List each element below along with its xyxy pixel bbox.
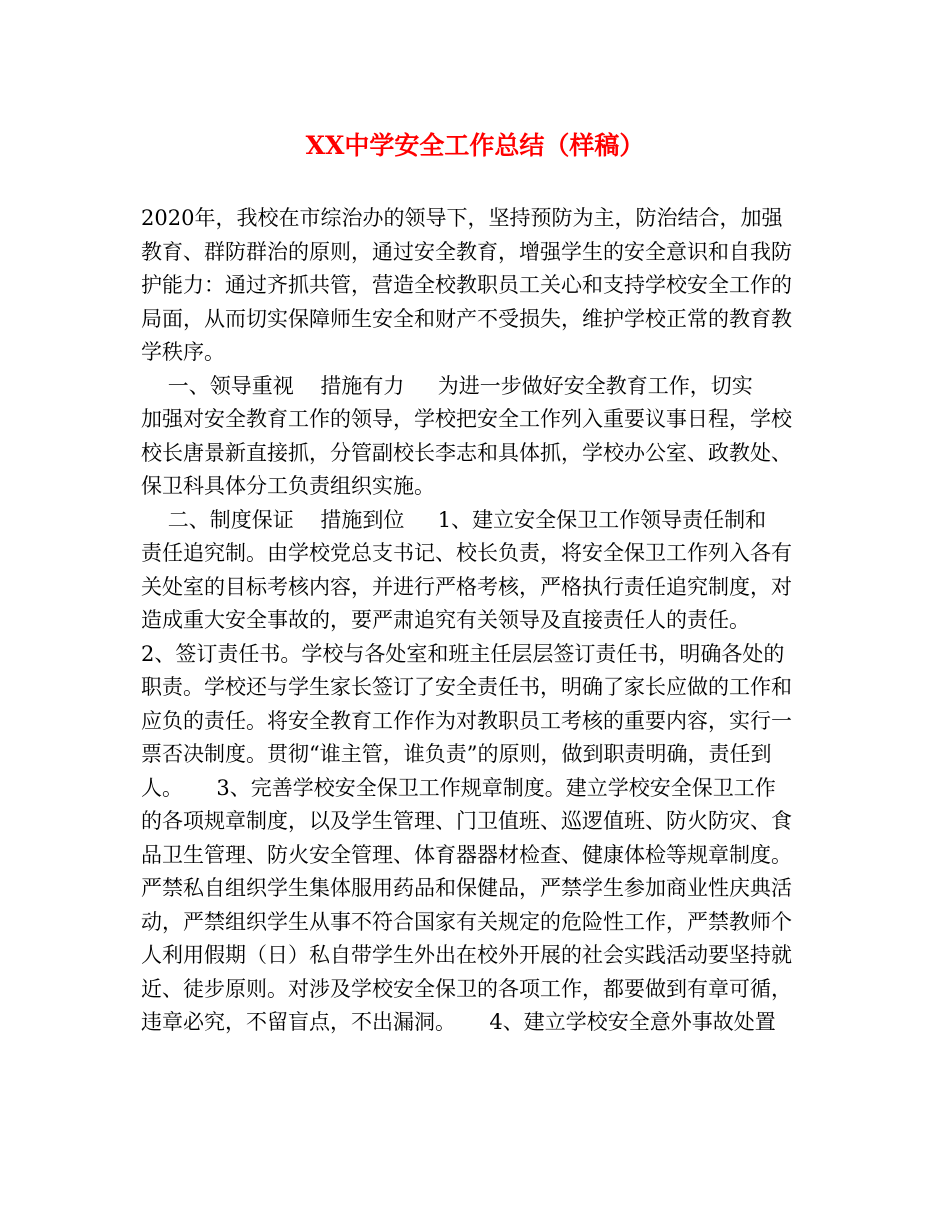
- body-line: 校长唐景新直接抓，分管副校长李志和具体抓，学校办公室、政教处、: [141, 440, 792, 465]
- body-line: 票否决制度。贯彻“谁主管，谁负责”的原则，做到职责明确，责任到: [141, 742, 772, 766]
- body-line: 2、签订责任书。学校与各处室和班主任层层签订责任书，明确各处的: [141, 641, 785, 666]
- body-line: 严禁私自组织学生集体服用药品和保健品，严禁学生参加商业性庆典活: [141, 876, 792, 900]
- document-title: XX中学安全工作总结（样稿）: [305, 131, 645, 160]
- body-line: 近、徒步原则。对涉及学校安全保卫的各项工作，都要做到有章可循，: [141, 976, 792, 1001]
- body-line: 品卫生管理、防火安全管理、体育器器材检查、健康体检等规章制度。: [141, 842, 792, 867]
- body-line: 人。 3、完善学校安全保卫工作规章制度。建立学校安全保卫工作: [141, 775, 776, 800]
- body-line: 加强对安全教育工作的领导，学校把安全工作列入重要议事日程，学校: [141, 407, 792, 431]
- document-body: [141, 202, 821, 1040]
- body-line: 人利用假期（日）私自带学生外出在校外开展的社会实践活动要坚持就: [141, 943, 792, 967]
- body-line: 动，严禁组织学生从事不符合国家有关规定的危险性工作，严禁教师个: [141, 909, 792, 934]
- body-line: 局面，从而切实保障师生安全和财产不受损失，维护学校正常的教育教: [141, 306, 792, 331]
- body-line: 一、领导重视 措施有力 为进一步做好安全教育工作，切实: [141, 373, 753, 398]
- body-line: 责任追究制。由学校党总支书记、校长负责，将安全保卫工作列入各有: [141, 541, 792, 565]
- body-line: 保卫科具体分工负责组织实施。: [141, 474, 435, 498]
- body-line: 职责。学校还与学生家长签订了安全责任书，明确了家长应做的工作和: [141, 675, 792, 699]
- body-line: 二、制度保证 措施到位 1、建立安全保卫工作领导责任制和: [141, 507, 767, 532]
- body-line: 违章必究，不留盲点，不出漏洞。 4、建立学校安全意外事故处置: [141, 1010, 776, 1034]
- body-line: 关处室的目标考核内容，并进行严格考核，严格执行责任追究制度，对: [141, 574, 792, 599]
- body-line: 护能力：通过齐抓共管，营造全校教职员工关心和支持学校安全工作的: [141, 273, 792, 297]
- body-line: 2020年，我校在市综治办的领导下，坚持预防为主，防治结合，加强: [141, 206, 783, 230]
- body-line: 应负的责任。将安全教育工作作为对教职员工考核的重要内容，实行一: [141, 708, 792, 733]
- body-line: 的各项规章制度，以及学生管理、门卫值班、巡逻值班、防火防灾、食: [141, 809, 792, 833]
- body-line: 造成重大安全事故的，要严肃追究有关领导及直接责任人的责任。: [141, 608, 750, 632]
- body-line: 教育、群防群治的原则，通过安全教育，增强学生的安全意识和自我防: [141, 239, 792, 264]
- body-line: 学秩序。: [141, 340, 225, 364]
